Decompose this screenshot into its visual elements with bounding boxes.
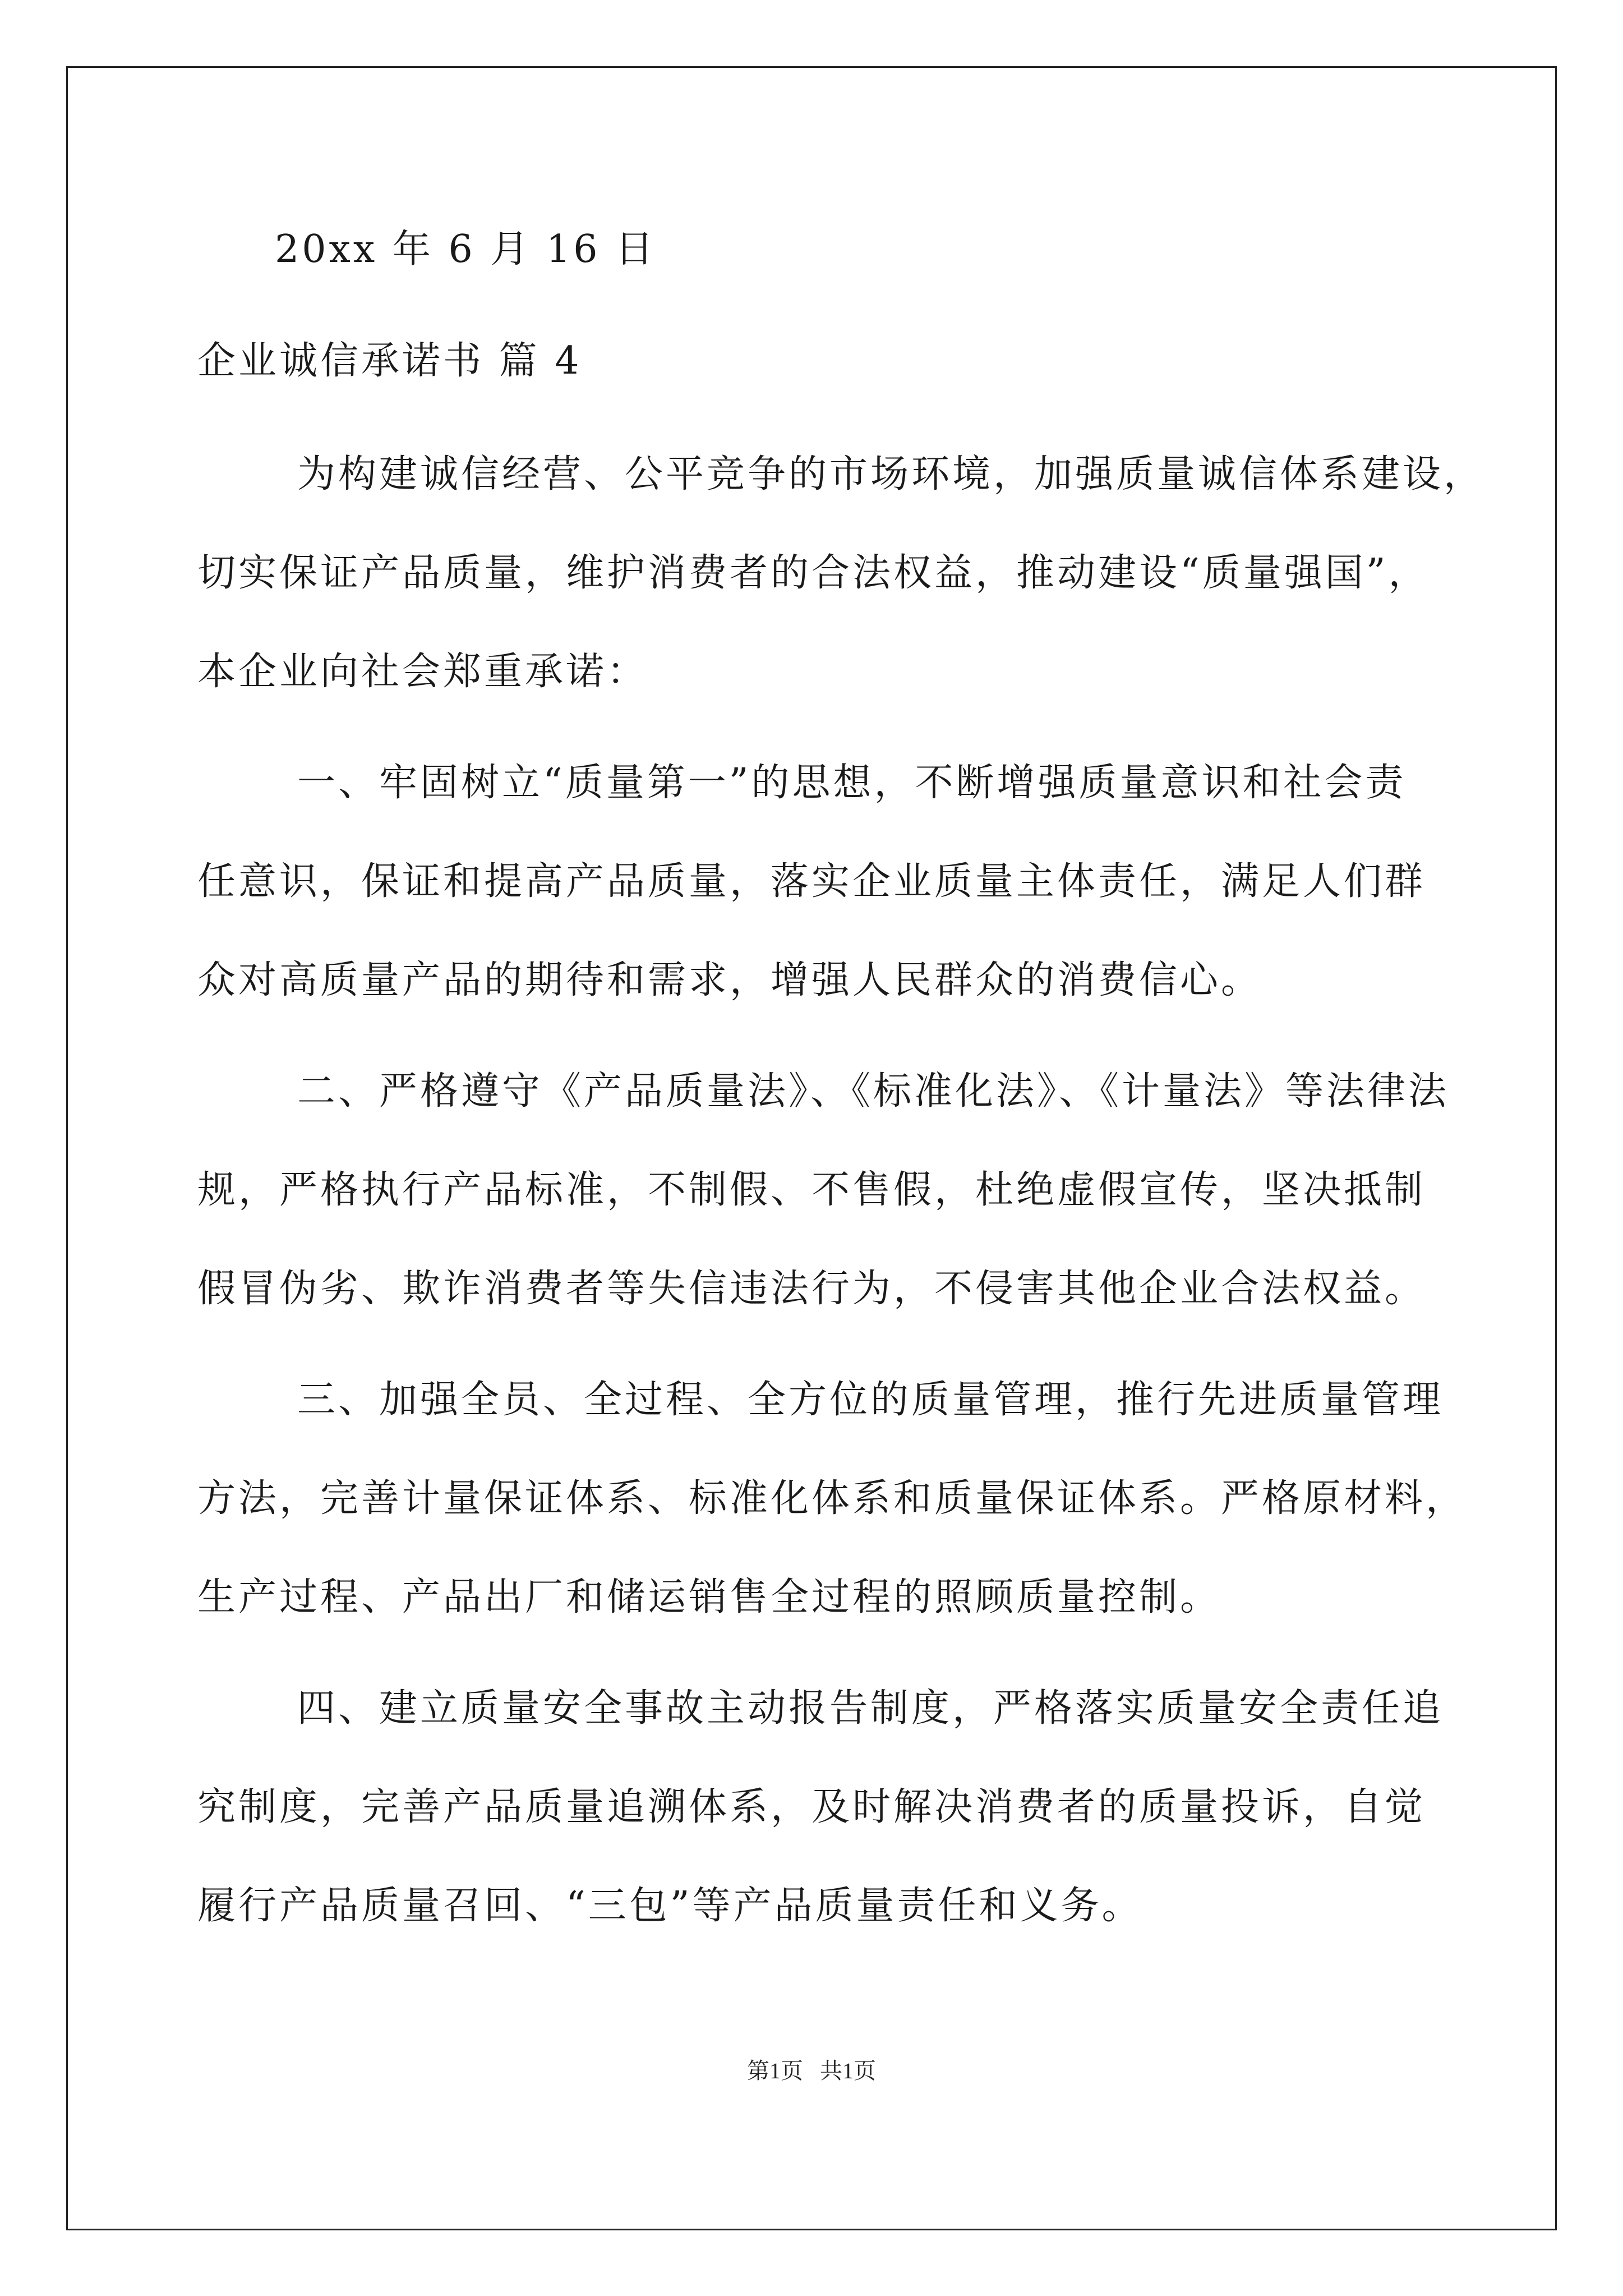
paragraph-line: 履行产品质量召回、“三包”等产品质量责任和义务。: [197, 1884, 1143, 1928]
paragraph-line: 本企业向社会郑重承诺：: [197, 650, 648, 694]
paragraph-line: 假冒伪劣、欺诈消费者等失信违法行为，不侵害其他企业合法权益。: [197, 1267, 1426, 1311]
paragraph-line: 一、牢固树立“质量第一”的思想，不断增强质量意识和社会责: [297, 761, 1407, 805]
page-footer: 第1页 共1页: [747, 2058, 876, 2083]
paragraph-line: 生产过程、产品出厂和储运销售全过程的照顾质量控制。: [197, 1575, 1221, 1619]
paragraph-line: 为构建诚信经营、公平竞争的市场环境，加强质量诚信体系建设，: [297, 452, 1485, 496]
paragraph-line: 规，严格执行产品标准，不制假、不售假，杜绝虚假宣传，坚决抵制: [197, 1168, 1426, 1212]
paragraph-line: 切实保证产品质量，维护消费者的合法权益，推动建设“质量强国”，: [197, 551, 1430, 595]
paragraph-line: 究制度，完善产品质量追溯体系，及时解决消费者的质量投诉，自觉: [197, 1785, 1426, 1829]
paragraph-line: 任意识，保证和提高产品质量，落实企业质量主体责任，满足人们群: [197, 859, 1426, 904]
paragraph-line: 二、严格遵守《产品质量法》、《标准化法》、《计量法》等法律法: [297, 1069, 1450, 1114]
paragraph-line: 方法，完善计量保证体系、标准化体系和质量保证体系。严格原材料，: [197, 1476, 1467, 1521]
paragraph-line: 众对高质量产品的期待和需求，增强人民群众的消费信心。: [197, 958, 1262, 1002]
paragraph-line: 三、加强全员、全过程、全方位的质量管理，推行先进质量管理: [297, 1378, 1444, 1422]
date-line: 20xx 年 6 月 16 日: [275, 227, 657, 272]
document-title: 企业诚信承诺书 篇 4: [197, 339, 582, 383]
paragraph-line: 四、建立质量安全事故主动报告制度，严格落实质量安全责任追: [297, 1686, 1444, 1731]
